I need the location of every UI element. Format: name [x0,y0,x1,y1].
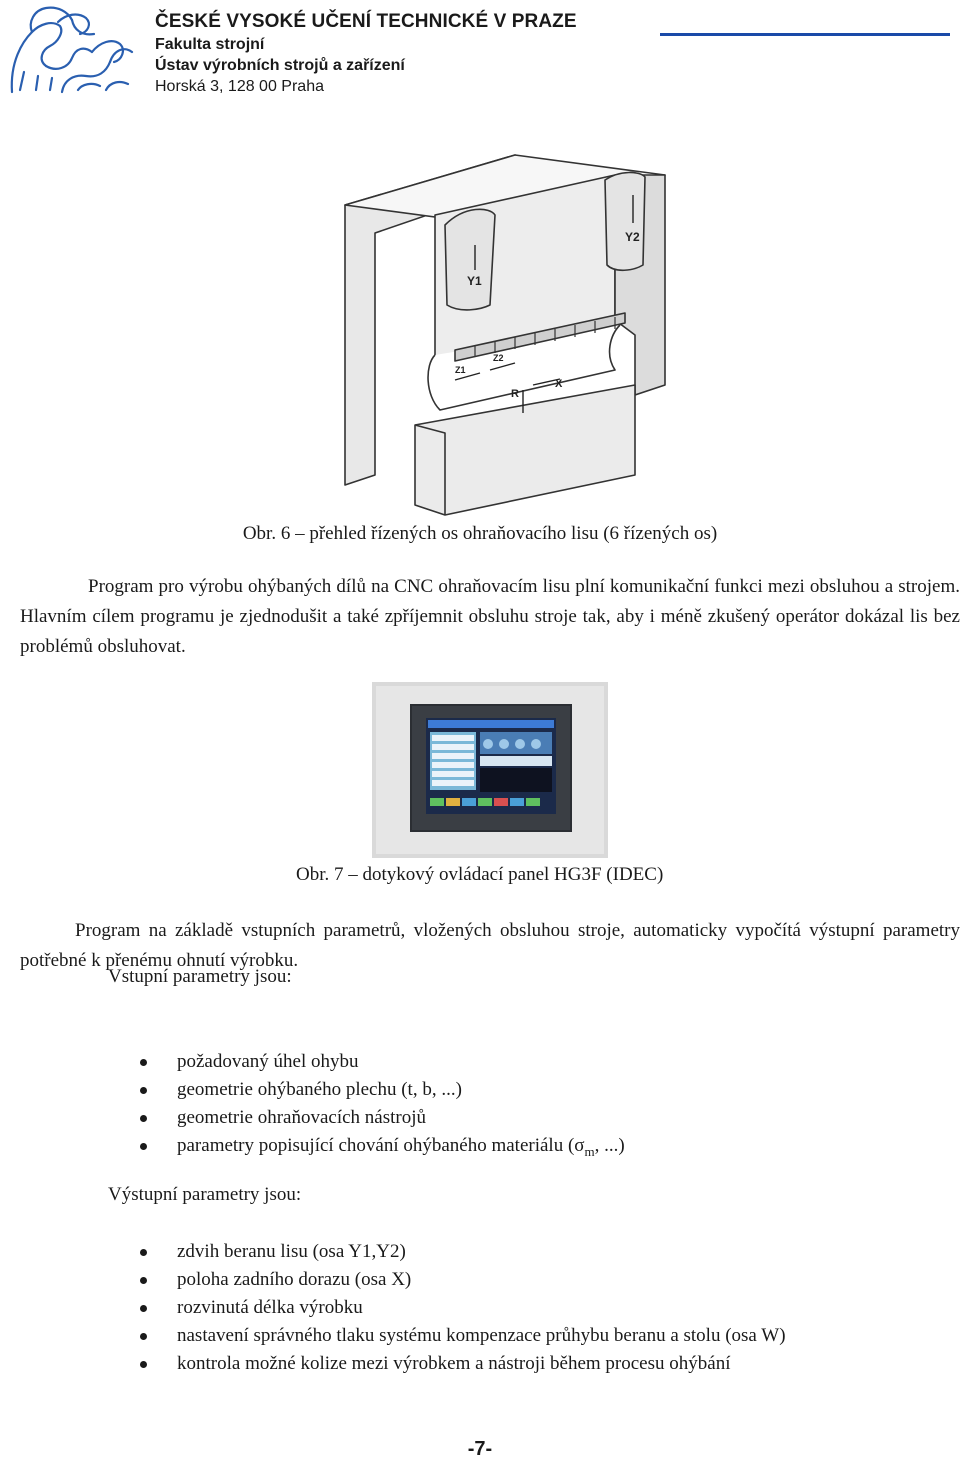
bullet-icon [140,1059,147,1066]
bullet-icon [140,1143,147,1150]
bullet-icon [140,1115,147,1122]
list-item: rozvinutá délka výrobku [140,1294,786,1322]
figure2-caption: Obr. 7 – dotykový ovládací panel HG3F (IDEC) [296,864,664,885]
paragraph-2-text: Program na základě vstupních parametrů, vložených obsluhou stroje, automaticky vypočítá výstupní parametry potřebné k přenému ohnutí výrobku. [20,920,960,971]
outputs-list [140,1238,786,1378]
paragraph-1-text: Program pro výrobu ohýbaných dílů na CNC ohraňovacím lisu plní komunikační funkci mezi obsluhou a strojem. Hlavním cílem programu je zjednodušit a také zpříjemnit obsluhu stroje tak, aby i méně zkušený operátor dokázal lis bez problémů obsluhovat. [20,576,960,657]
header-rule [660,33,950,36]
bullet-icon [140,1361,147,1368]
paragraph-1 [20,572,960,662]
department-name: Ústav výrobních strojů a zařízení [155,57,405,74]
bullet-icon [140,1277,147,1284]
sigma-symbol: σ [574,1135,585,1156]
list-item: požadovaný úhel ohybu [140,1048,625,1076]
label-z1: Z1 [455,365,466,375]
university-name: ČESKÉ VYSOKÉ UČENÍ TECHNICKÉ V PRAZE [155,11,577,32]
outputs-heading: Výstupní parametry jsou: [108,1184,302,1205]
bullet-icon [140,1087,147,1094]
header [155,10,577,97]
label-z2: Z2 [493,353,504,363]
bullet-icon [140,1333,147,1340]
inputs-list [140,1048,625,1160]
list-item: nastavení správného tlaku systému kompenzace průhybu beranu a stolu (osa W) [140,1322,786,1350]
faculty-name: Fakulta strojní [155,36,265,53]
bullet-icon [140,1305,147,1312]
inputs-heading: Vstupní parametry jsou: [108,966,292,987]
bullet-icon [140,1249,147,1256]
list-item: zdvih beranu lisu (osa Y1,Y2) [140,1238,786,1266]
label-x: X [555,378,563,390]
list-item: geometrie ohraňovacích nástrojů [140,1104,625,1132]
label-y2: Y2 [625,230,640,244]
press-brake-drawing [315,145,675,520]
list-item: geometrie ohýbaného plechu (t, b, ...) [140,1076,625,1104]
label-r: R [511,388,519,400]
list-item: parametry popisující chování ohýbaného materiálu ($\sigma_m$, ...) [140,1132,625,1160]
label-y1: Y1 [467,274,482,288]
page-number: -7- [467,1438,493,1460]
list-item: kontrola možné kolize mezi výrobkem a nástroji během procesu ohýbání [140,1350,786,1378]
address: Horská 3, 128 00 Praha [155,78,324,95]
university-logo [2,2,138,98]
figure1-caption: Obr. 6 – přehled řízených os ohraňovacího lisu (6 řízených os) [242,523,718,544]
list-item: poloha zadního dorazu (osa X) [140,1266,786,1294]
touch-panel-photo [372,682,608,858]
